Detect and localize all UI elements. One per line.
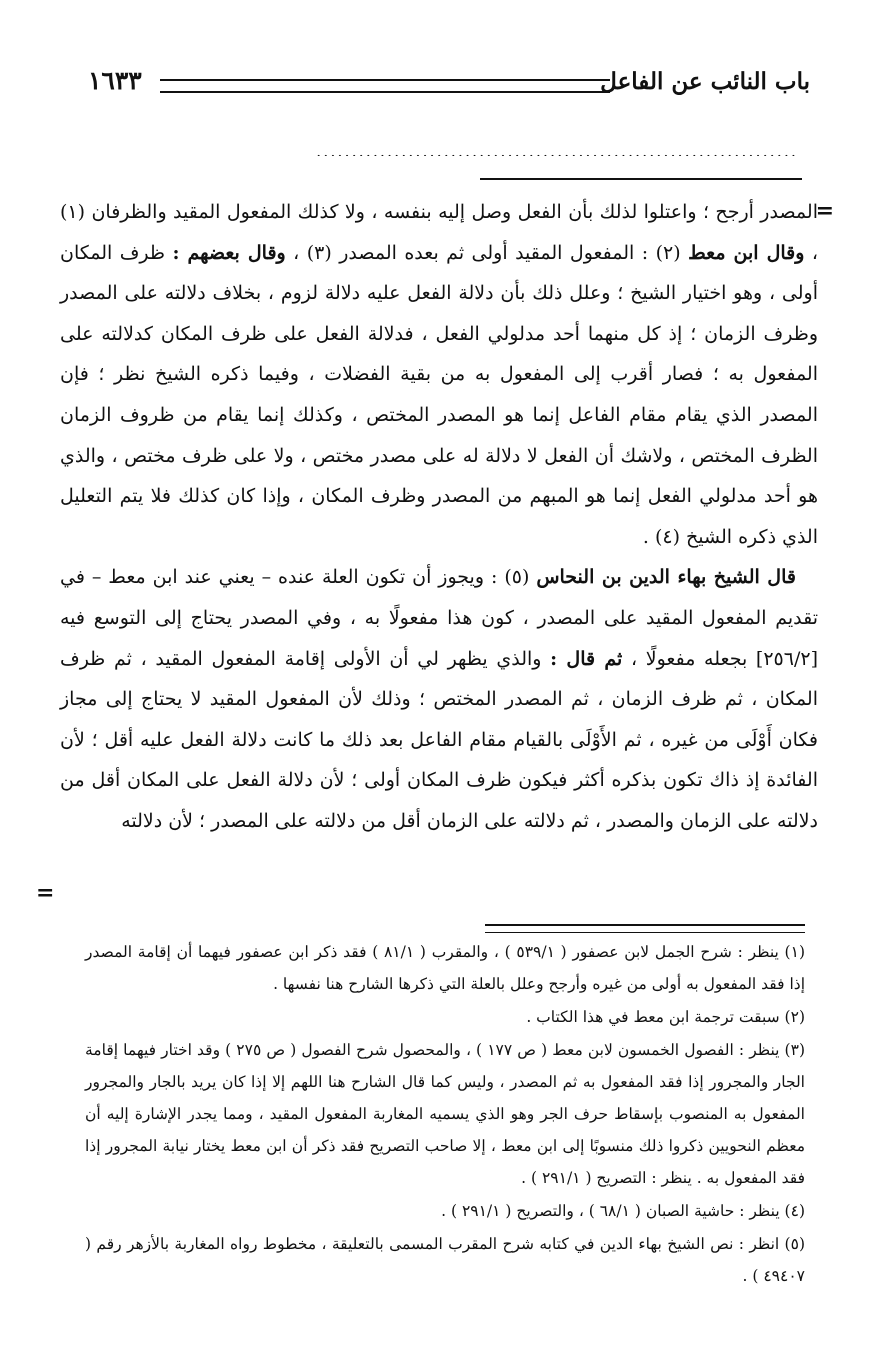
text-run: والذي يظهر لي أن الأولى إقامة المفعول المقيد ، ثم ظرف المكان ، ثم ظرف الزمان ، ثم المصدر المختص ؛ وذلك لأن المفعول المقيد لا يحتاج إلى مجاز فكان أَوْلَى من غيره ، ثم الأَوْلَى بالقيام مقام الفاعل بعد ذلك ما كانت دلالة الفعل عليه أقل ؛ لأن الفائدة إذ ذاك تكون بذكره أكثر فيكون ظرف المكان أولى ؛ لأن دلالة الفعل على المكان أقل من دلالته على الزمان والمصدر ، ثم دلالته على الزمان أقل من دلالته على المصدر ؛ لأن دلالته bbox=[60, 647, 818, 832]
footnote-1: (١) ينظر : شرح الجمل لابن عصفور ( ٥٣٩/١ ) ، والمقرب ( ٨١/١ ) فقد ذكر ابن عصفور فيهما أن إقامة المصدر إذا فقد المفعول به أولى من غيره وأرجح وعلل بالعلة التي ذكرها الشارح هنا نفسها . bbox=[85, 943, 805, 993]
text-run: : ويجوز أن تكون العلة عنده – يعني عند ابن معط – في تقديم المفعول المقيد على المصدر ، كون هذا مفعولًا به ، وفي المصدر يحتاج إلى التوسع فيه [٢٥٦/٢] بجعله مفعولًا ، bbox=[60, 566, 818, 670]
dotted-separator: .................................................................... bbox=[316, 142, 798, 156]
text-run: (١) bbox=[60, 201, 86, 223]
text-run: ظرف المكان أولى ، وهو اختيار الشيخ ؛ وعلل ذلك بأن دلالة الفعل عليه دلالة لزوم ، بخلاف دلالته على المصدر وظرف الزمان ؛ إذ كل منهما أحد مدلولي الفعل ، فدلالة الفعل على ظرف المكان كدلالته على المفعول به ؛ فصار أقرب إلى المفعول به من بقية الفضلات ، وفيما ذكره الشيخ نظر ؛ فإن المصدر الذي يقام مقام الفاعل إنما هو المصدر المختص ، وكذلك إنما يقام من ظروف الزمان الظرف المختص ، ولاشك أن الفعل لا دلالة له على مصدر مختص ، ولا على ظرف مختص ، والذي هو أحد مدلولي الفعل إنما هو المبهم من المصدر وظرف المكان ، وإذا كان كذلك فلا يتم التعليل الذي ذكره الشيخ bbox=[60, 241, 818, 548]
footnote-4: (٤) ينظر : حاشية الصبان ( ٦٨/١ ) ، والتصريح ( ٢٩١/١ ) . bbox=[441, 1202, 805, 1220]
text-run: (٢) bbox=[655, 241, 689, 264]
bold-phrase: قال الشيخ بهاء الدين بن النحاس bbox=[536, 566, 796, 589]
footnotes bbox=[85, 936, 805, 1293]
text-run: (٥) bbox=[504, 566, 537, 589]
chapter-title: باب النائب عن الفاعل bbox=[600, 68, 810, 95]
top-rule bbox=[480, 178, 802, 180]
paragraph-2 bbox=[60, 557, 818, 841]
bold-phrase: وقال ابن معط bbox=[688, 241, 805, 264]
continuation-start-marker: = bbox=[815, 198, 834, 224]
text-run: : المفعول المقيد أولى ثم بعده المصدر bbox=[331, 241, 656, 264]
footnote-rule bbox=[485, 924, 805, 933]
text-run: المصدر أرجح ؛ واعتلوا لذلك بأن الفعل وصل إليه بنفسه ، ولا كذلك المفعول المقيد والظرفان bbox=[85, 201, 818, 223]
footnote-3: (٣) ينظر : الفصول الخمسون لابن معط ( ص ١٧٧ ) ، والمحصول شرح الفصول ( ص ٢٧٥ ) وقد اختار فيهما إقامة الجار والمجرور إذا فقد المفعول به ثم المصدر ، وليس كما قال الشارح هنا اللهم إلا إذا كان يريد بالجار والمجرور المفعول به المنصوب بإسقاط حرف الجر وهو الذي يسميه المغاربة المفعول المقيد ، ومما يجدر الإشارة إليه أن معظم النحويين ذكروا ذلك منسوبًا إلى ابن معط ، إلا صاحب التصريح فقد ذكر أن ابن معط يختار نيابة المجرور إذا فقد المفعول به . ينظر : التصريح ( ٢٩١/١ ) . bbox=[85, 1041, 805, 1187]
running-header bbox=[88, 66, 810, 106]
footnote-2: (٢) سبقت ترجمة ابن معط في هذا الكتاب . bbox=[526, 1008, 805, 1026]
bold-phrase: ثم قال : bbox=[550, 647, 623, 670]
text-run: (٣) bbox=[306, 241, 332, 264]
page-number: ١٦٣٣ bbox=[88, 66, 142, 95]
main-text bbox=[60, 192, 818, 842]
text-run: ، bbox=[285, 241, 307, 264]
bold-phrase: وقال بعضهم : bbox=[172, 241, 286, 264]
text-run: (٤) bbox=[654, 525, 680, 548]
footnote-5: (٥) انظر : نص الشيخ بهاء الدين في كتابه شرح المقرب المسمى بالتعليقة ، مخطوط رواه المغاربة بالأزهر رقم ( ٤٩٤٠٧ ) . bbox=[85, 1235, 805, 1285]
continuation-end-marker: = bbox=[36, 880, 55, 906]
header-double-rule bbox=[160, 79, 610, 93]
paragraph-1 bbox=[60, 192, 818, 557]
text-run: . bbox=[642, 525, 655, 548]
text-run: ، bbox=[804, 241, 818, 264]
